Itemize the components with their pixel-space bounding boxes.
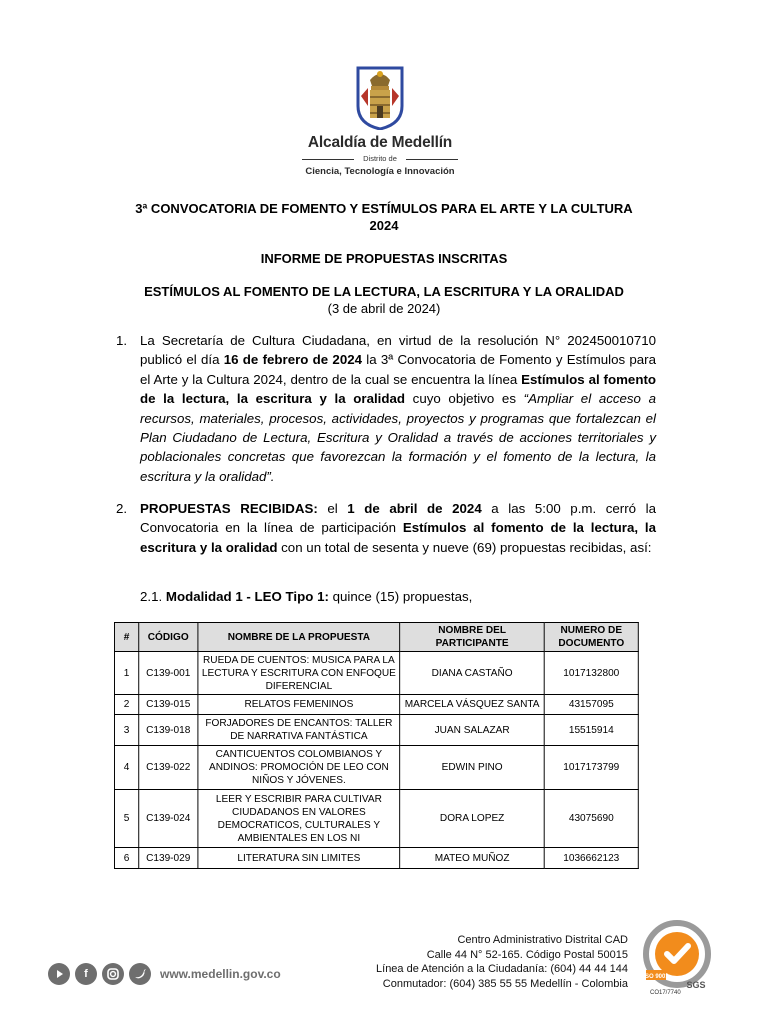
cell-number: 4 [114, 746, 138, 790]
facebook-icon[interactable]: f [75, 963, 97, 985]
seal-sgs-text: SGS [686, 980, 706, 990]
youtube-icon[interactable] [48, 963, 70, 985]
table-row [114, 652, 638, 695]
cell-participant: MATEO MUÑOZ [400, 848, 544, 869]
header-document: NUMERO DE DOCUMENTO [544, 623, 638, 652]
section-2-number: 2. [116, 501, 128, 516]
title-line-2: 2024 [369, 218, 399, 233]
s2-text-a: el [317, 501, 348, 516]
cell-number: 3 [114, 715, 138, 746]
table-header-row [114, 623, 638, 652]
s2-heading: PROPUESTAS RECIBIDAS: [140, 501, 318, 516]
twitter-icon[interactable] [129, 963, 151, 985]
table-row [114, 715, 638, 746]
cell-code: C139-018 [139, 715, 198, 746]
cell-number: 1 [114, 652, 138, 695]
org-subtitle [300, 154, 460, 166]
cell-proposal: LITERATURA SIN LIMITES [198, 848, 400, 869]
table-row [114, 848, 638, 869]
s1-date: 16 de febrero de 2024 [223, 352, 363, 368]
cell-code: C139-022 [139, 746, 198, 790]
section-2-paragraph [140, 499, 656, 557]
s2-line-name: Estímulos al fomento de la lectura, la escritura y la oralidad [140, 520, 656, 555]
s1-text-b: la 3ª Convocatoria de Fomento y Estímulos para el Arte y la Cultura 2024, dentro de la cual se encuentra la línea [140, 352, 656, 387]
cell-document: 1017173799 [544, 746, 638, 790]
cell-code: C139-024 [139, 790, 198, 848]
section-1-number: 1. [116, 333, 128, 348]
s1-text-c: cuyo objetivo es [405, 391, 524, 407]
instagram-icon[interactable] [102, 963, 124, 985]
sub-text: quince (15) propuestas, [328, 589, 473, 604]
certification-code: CO17/7740 [650, 990, 681, 996]
cell-code: C139-001 [139, 652, 198, 695]
cell-participant: MARCELA VÁSQUEZ SANTA [400, 695, 544, 715]
s1-objective: “Ampliar el acceso a recursos, materiales, procesos, actividades, proyectos y programas que fortalezcan el Plan Ciudadano de Lectura, Escritura y Oralidad a través de acciones territoriales y poblacionales concretas que favorezcan la formación y el fomento de la lectura, la escritura y la oralidad”. [140, 391, 657, 484]
seal-iso-text: ISO 9001 [643, 974, 669, 980]
org-department: Ciencia, Tecnología e Innovación [305, 166, 455, 177]
sub-label: Modalidad 1 - LEO Tipo 1: [165, 589, 329, 604]
cell-document: 1036662123 [544, 848, 638, 869]
cell-proposal: FORJADORES DE ENCANTOS: TALLER DE NARRATIVA FANTÁSTICA [198, 715, 400, 746]
cell-proposal: RUEDA DE CUENTOS: MUSICA PARA LA LECTURA Y ESCRITURA CON ENFOQUE DIFERENCIAL [198, 652, 400, 695]
org-sub-label: Distrito de [363, 154, 397, 163]
org-name: Alcaldía de Medellín [307, 134, 453, 151]
cell-code: C139-029 [139, 848, 198, 869]
cell-number: 6 [114, 848, 138, 869]
cell-participant: DORA LOPEZ [400, 790, 544, 848]
cell-proposal: CANTICUENTOS COLOMBIANOS Y ANDINOS: PROMOCIÓN DE LEO CON NIÑOS Y JÓVENES. [198, 746, 400, 790]
s2-text-b: a las 5:00 p.m. cerró la Convocatoria en la línea de participación [140, 501, 656, 536]
report-date: (3 de abril de 2024) [327, 301, 441, 316]
s2-text-c: con un total de sesenta y nueve (69) propuestas recibidas, así: [277, 539, 652, 555]
cell-number: 2 [114, 695, 138, 715]
cell-participant: JUAN SALAZAR [400, 715, 544, 746]
cell-document: 43157095 [544, 695, 638, 715]
s1-line-name: Estímulos al fomento de la lectura, la escritura y la oralidad [140, 371, 657, 407]
section-1-paragraph [140, 331, 656, 486]
line-title: ESTÍMULOS AL FOMENTO DE LA LECTURA, LA ESCRITURA Y LA ORALIDAD [144, 284, 624, 299]
address-line: Calle 44 N° 52-165. Código Postal 50015 [426, 948, 628, 961]
header-number: # [114, 623, 138, 652]
address-line: Línea de Atención a la Ciudadanía: (604) 44 44 144 [376, 963, 628, 975]
header-code: CÓDIGO [139, 623, 198, 652]
cell-document: 15515914 [544, 715, 638, 746]
subsection-2-1 [140, 587, 656, 606]
medellin-coat-of-arms-icon [356, 66, 404, 130]
address-line: Conmutador: (604) 385 55 55 Medellín - Colombia [382, 977, 628, 990]
title-line-1: 3ª CONVOCATORIA DE FOMENTO Y ESTÍMULOS PARA EL ARTE Y LA CULTURA [135, 201, 633, 216]
table-row [114, 746, 638, 790]
header-participant: NOMBRE DEL PARTICIPANTE [400, 623, 544, 652]
s1-text-a: La Secretaría de Cultura Ciudadana, en virtud de la resolución N° 202450010710 publicó el día [140, 333, 656, 368]
table-row [114, 790, 638, 848]
report-title: INFORME DE PROPUESTAS INSCRITAS [260, 251, 508, 266]
cell-number: 5 [114, 790, 138, 848]
cell-code: C139-015 [139, 695, 198, 715]
footer-address [370, 933, 628, 991]
proposals-table [114, 622, 639, 869]
header-proposal-name: NOMBRE DE LA PROPUESTA [198, 623, 400, 652]
sub-number: 2.1. [140, 589, 166, 604]
cell-participant: DIANA CASTAÑO [400, 652, 544, 695]
address-line: Centro Administrativo Distrital CAD [457, 934, 628, 946]
cell-document: 43075690 [544, 790, 638, 848]
s2-date: 1 de abril de 2024 [347, 501, 482, 516]
cell-proposal: LEER Y ESCRIBIR PARA CULTIVAR CIUDADANOS EN VALORES DEMOCRATICOS, CULTURALES Y AMBIENTALES EN LOS NI [198, 790, 400, 848]
table-row [114, 695, 638, 715]
cell-document: 1017132800 [544, 652, 638, 695]
cell-participant: EDWIN PINO [400, 746, 544, 790]
website-link[interactable]: www.medellin.gov.co [160, 967, 281, 981]
sgs-certification-seal-icon [640, 920, 714, 994]
cell-proposal: RELATOS FEMENINOS [198, 695, 400, 715]
